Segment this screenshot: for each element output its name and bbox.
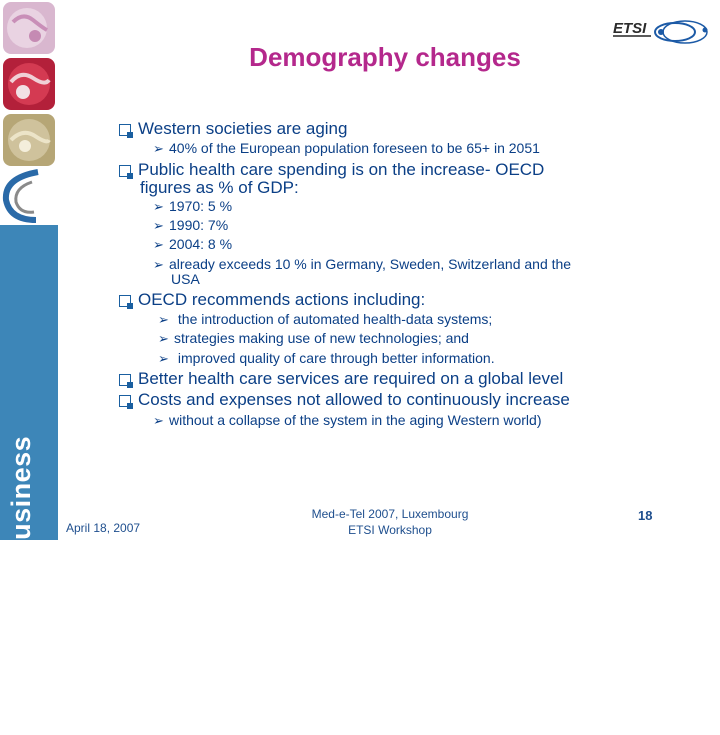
sub-bullet-2-4-cont: USA [171,271,200,287]
sub-bullet-2-1: ➢ 1970: 5 % [153,198,233,214]
bullet-1: Western societies are aging [119,119,347,139]
page-number: 18 [638,508,653,523]
sub-bullet-2-2: ➢ 1990: 7% [153,217,229,233]
sub-bullet-2-3: ➢ 2004: 8 % [153,236,233,252]
sidebar [0,0,58,735]
arrow-bullet-icon: ➢ [153,199,164,214]
sub-bullet-5-1: ➢ without a collapse of the system in the aging Western world) [153,412,542,428]
arrow-bullet-icon: ➢ [153,237,164,252]
arrow-bullet-icon: ➢ [153,218,164,233]
arrow-bullet-icon: ➢ [153,257,164,272]
sub-bullet-3-2: ➢ strategies making use of new technologies; and [158,330,469,346]
bullet-2-cont: figures as % of GDP: [140,178,299,197]
sidebar-brand-text: Standards for Business [6,435,36,735]
bullet-4: Better health care services are required on a global level [119,369,563,389]
arrow-bullet-icon: ➢ [158,351,169,366]
sub-bullet-3-1: ➢ the introduction of automated health‑data systems; [158,311,493,327]
svg-text:ETSI: ETSI [613,20,647,37]
square-bullet-icon [119,295,131,307]
slide-title: Demography changes [249,42,521,72]
arrow-bullet-icon: ➢ [153,141,164,156]
square-bullet-icon [119,374,131,386]
bullet-5: Costs and expenses not allowed to continuously increase [119,390,570,410]
arrow-bullet-icon: ➢ [158,312,169,327]
sub-bullet-3-3: ➢ improved quality of care through better information. [158,350,495,366]
globe-image-3 [3,114,55,166]
footer-date: April 18, 2007 [66,521,141,535]
sub-bullet-2-4: ➢ already exceeds 10 % in Germany, Sweden, Switzerland and the [153,256,572,272]
square-bullet-icon [119,124,131,136]
sub-bullet-1-1: ➢ 40% of the European population foreseen to be 65+ in 2051 [153,140,540,156]
arrow-bullet-icon: ➢ [158,331,169,346]
square-bullet-icon [119,165,131,177]
bullet-2: Public health care spending is on the increase- OECD [119,160,544,180]
bullet-3: OECD recommends actions including: [119,290,425,310]
square-bullet-icon [119,395,131,407]
swirl-graphic [2,168,42,224]
arrow-bullet-icon: ➢ [153,413,164,428]
sidebar-brand-bar [0,225,58,735]
footer-event: Med-e-Tel 2007, Luxembourg ETSI Workshop [311,507,469,537]
